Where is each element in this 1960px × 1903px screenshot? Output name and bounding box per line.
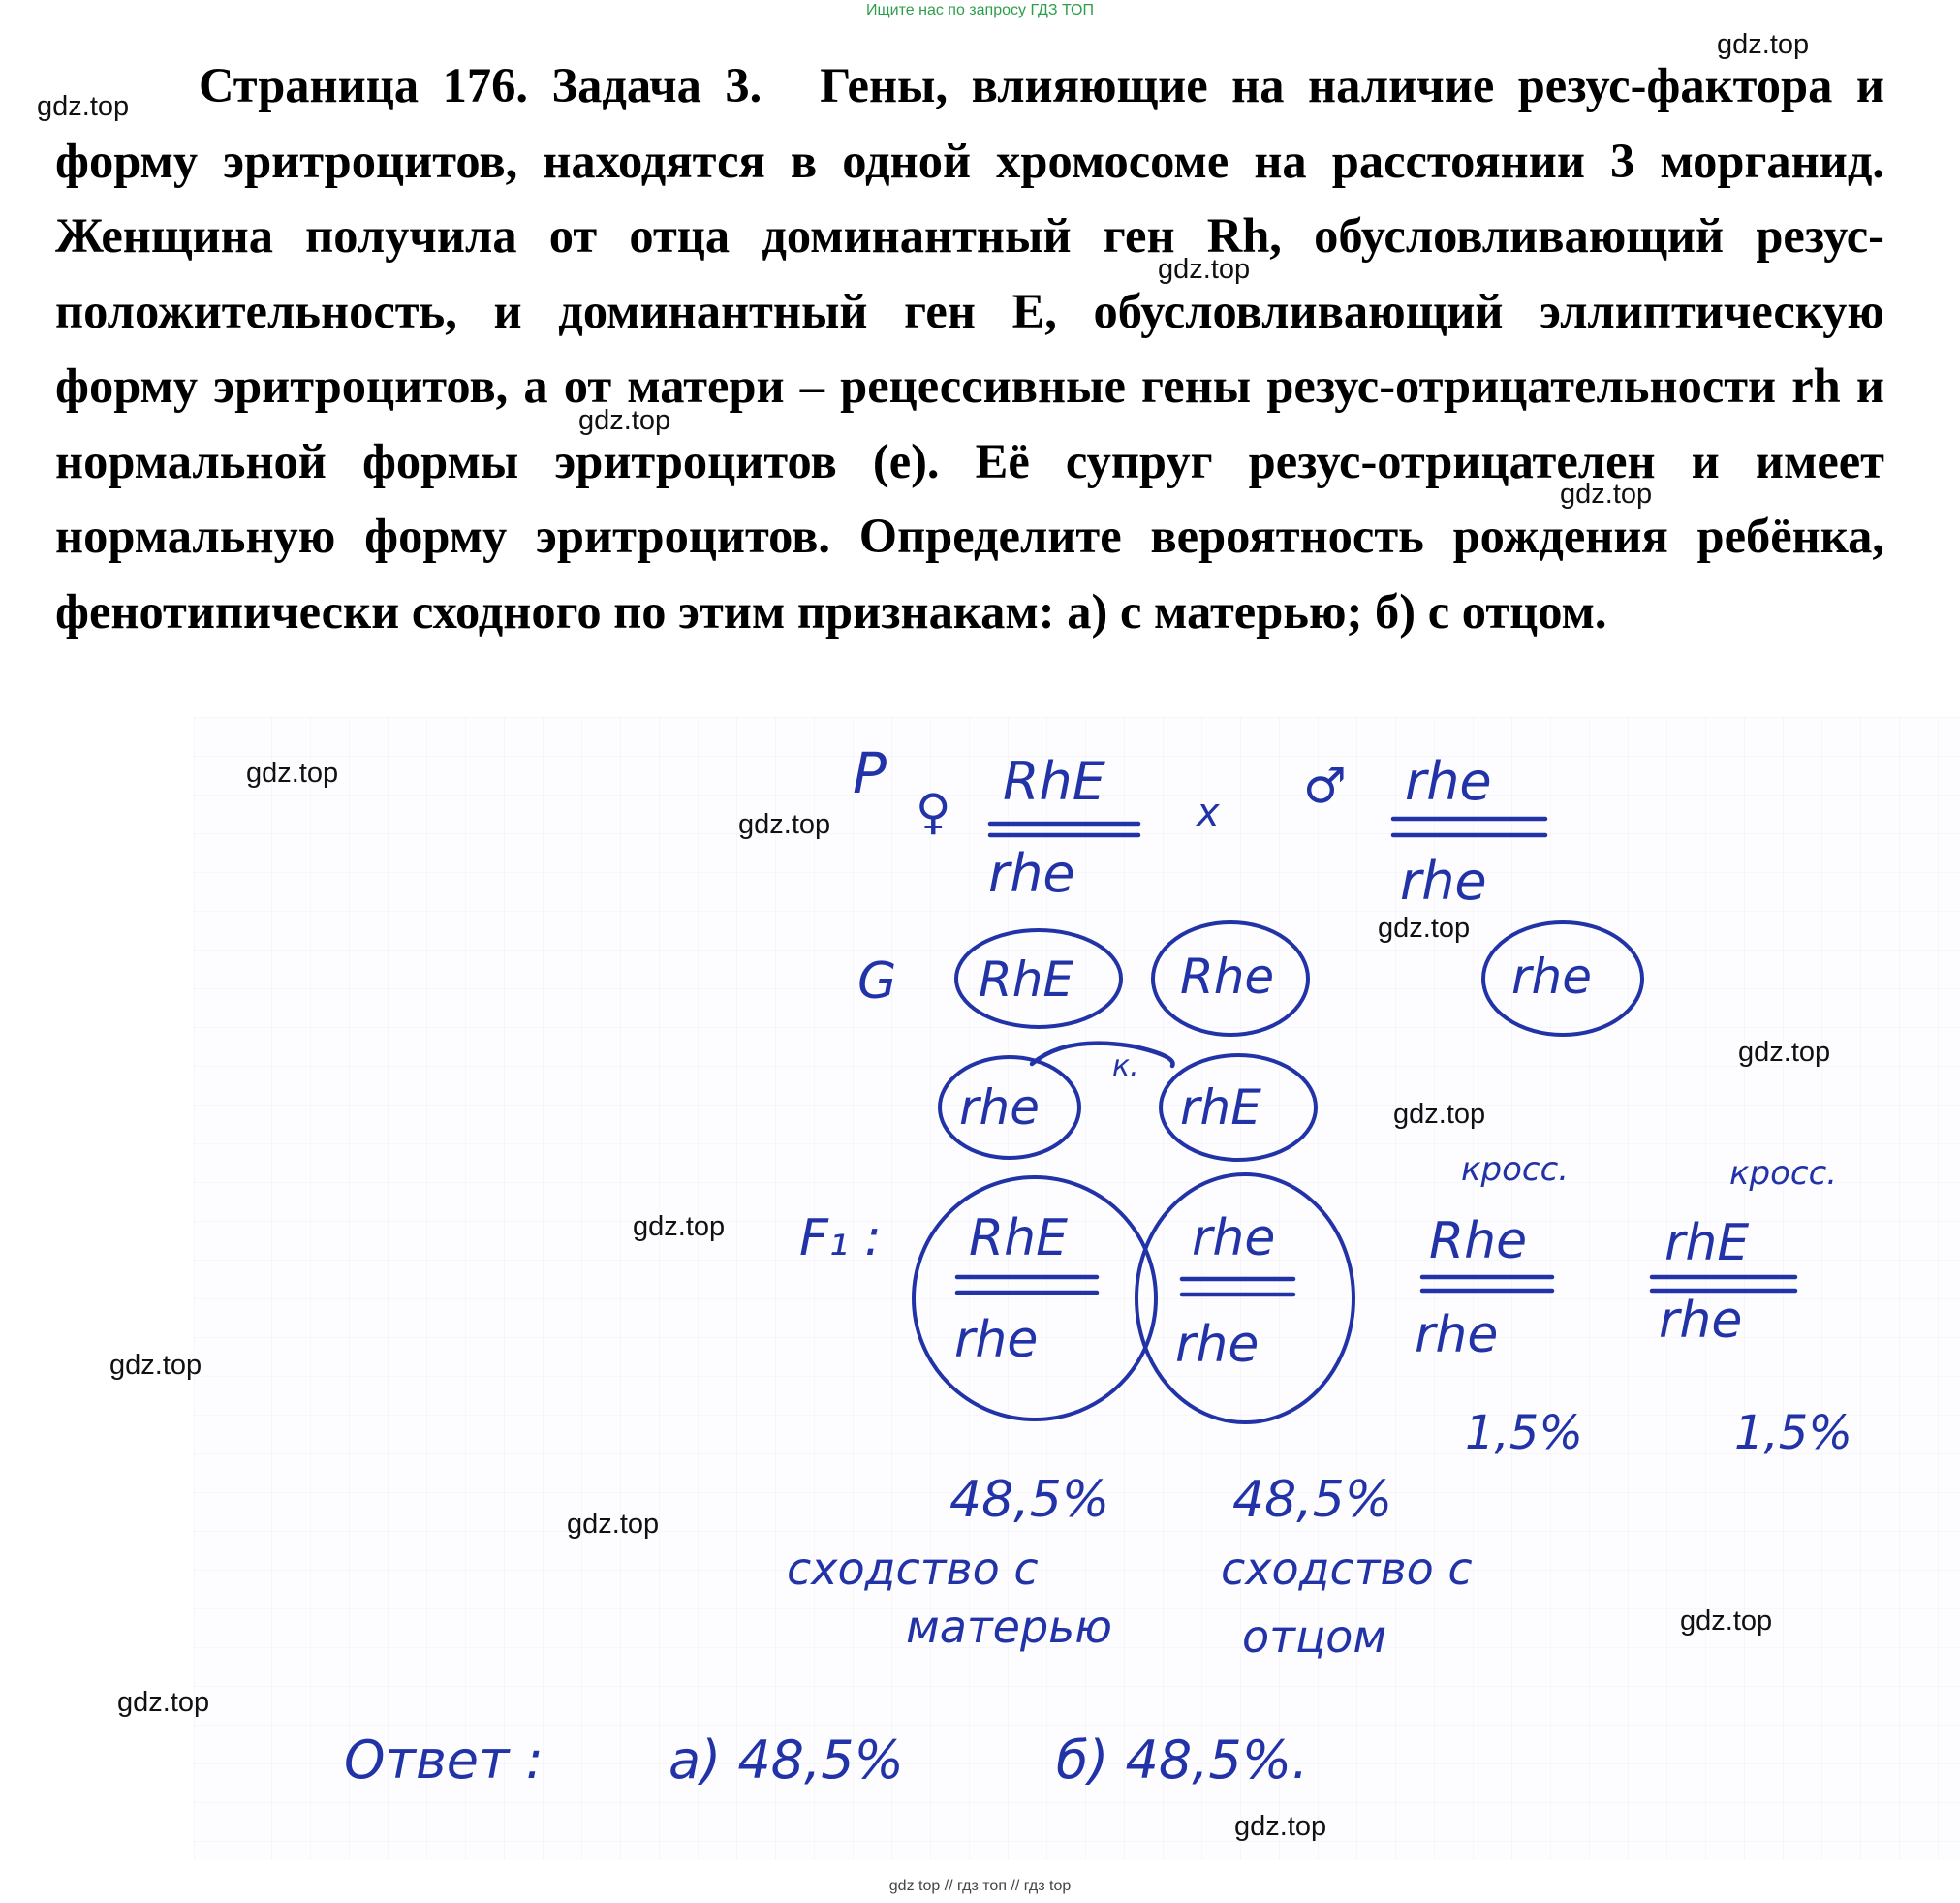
offspring-1-note-line2: матерью (906, 1601, 1113, 1653)
offspring-2-bottom: rhe (1175, 1316, 1260, 1374)
offspring-2-note-line2: отцом (1242, 1610, 1387, 1663)
crossover-bracket (1032, 1044, 1173, 1066)
offspring-1-percent: 48,5% (949, 1471, 1110, 1529)
gamete-female-2: Rhe (1180, 949, 1275, 1005)
gamete-female-1: RhE (979, 952, 1074, 1008)
offspring-3-top: Rhe (1429, 1212, 1528, 1270)
watermark: gdz.top (1234, 1811, 1327, 1842)
offspring-2-note-line1: сходство с (1221, 1543, 1473, 1595)
watermark: gdz.top (1378, 913, 1471, 944)
watermark: gdz.top (246, 758, 339, 789)
parents-label: P (853, 740, 887, 806)
f1-label: F₁ : (799, 1209, 882, 1267)
female-symbol: ♀ (916, 784, 951, 840)
top-banner: Ищите нас по запросу ГДЗ ТОП (866, 2, 1094, 18)
offspring-4-percent: 1,5% (1734, 1406, 1852, 1460)
offspring-1-bottom: rhe (954, 1311, 1039, 1369)
male-genotype-top: rhe (1405, 751, 1492, 812)
offspring-3-bottom: rhe (1415, 1306, 1499, 1364)
gamete-male: rhe (1511, 949, 1593, 1005)
watermark: gdz.top (37, 91, 130, 122)
female-genotype-top: RhE (1003, 751, 1105, 812)
gamete-female-3: rhe (959, 1079, 1041, 1136)
watermark: gdz.top (109, 1350, 202, 1381)
watermark: gdz.top (117, 1687, 210, 1718)
watermark: gdz.top (738, 809, 831, 840)
problem-title: Страница 176. Задача 3. (199, 58, 762, 112)
watermark: gdz.top (1738, 1037, 1831, 1068)
footer: gdz top // гдз топ // гдз top (888, 1878, 1072, 1894)
watermark: gdz.top (1717, 29, 1810, 60)
male-genotype-bottom: rhe (1400, 851, 1487, 912)
offspring-1-top: RhE (969, 1209, 1068, 1267)
watermark: gdz.top (1560, 479, 1653, 510)
watermark: gdz.top (567, 1509, 660, 1540)
offspring-2-percent: 48,5% (1232, 1471, 1393, 1529)
female-genotype-bottom: rhe (988, 843, 1075, 904)
watermark: gdz.top (1680, 1606, 1773, 1637)
answer-b: б) 48,5%. (1056, 1730, 1309, 1791)
offspring-4-bottom: rhe (1659, 1292, 1743, 1350)
problem-text: Гены, влияющие на наличие резус-фактора и форму эритроцитов, находятся в одной хромосоме на расстоянии 3 морганид. Женщина получила от отца доминантный ген Rh, обусловливающий резус-положительность, и доминантный ген Е, обусловливающий эллиптическую форму эритроцитов, а от матери – рецессивные гены резус-отрицательности rh и нормальной формы эритроцитов (е). Её супруг резус-отрицателен и имеет нормальную форму эритроцитов. Определите вероятность рождения ребёнка, фенотипически сходного по этим признакам: а) с матерью; б) с отцом. (55, 58, 1884, 639)
watermark: gdz.top (633, 1211, 726, 1242)
offspring-2-top: rhe (1192, 1209, 1276, 1267)
offspring-1-note-line1: сходство с (787, 1543, 1039, 1595)
gametes-label: G (857, 952, 897, 1011)
crossover-mark: к. (1112, 1049, 1139, 1083)
watermark: gdz.top (1393, 1099, 1486, 1130)
offspring-4-top: rhE (1664, 1214, 1750, 1272)
male-symbol: ♂ (1303, 758, 1347, 814)
cross-sign: x (1197, 791, 1220, 835)
watermark: gdz.top (578, 405, 671, 436)
crossover-note-2: кросс. (1729, 1154, 1838, 1193)
gamete-female-4: rhE (1180, 1079, 1261, 1136)
watermark: gdz.top (1158, 254, 1251, 285)
answer-a: а) 48,5% (669, 1730, 904, 1791)
answer-label: Ответ : (344, 1730, 544, 1791)
offspring-3-percent: 1,5% (1465, 1406, 1583, 1460)
crossover-note-1: кросс. (1461, 1150, 1570, 1189)
